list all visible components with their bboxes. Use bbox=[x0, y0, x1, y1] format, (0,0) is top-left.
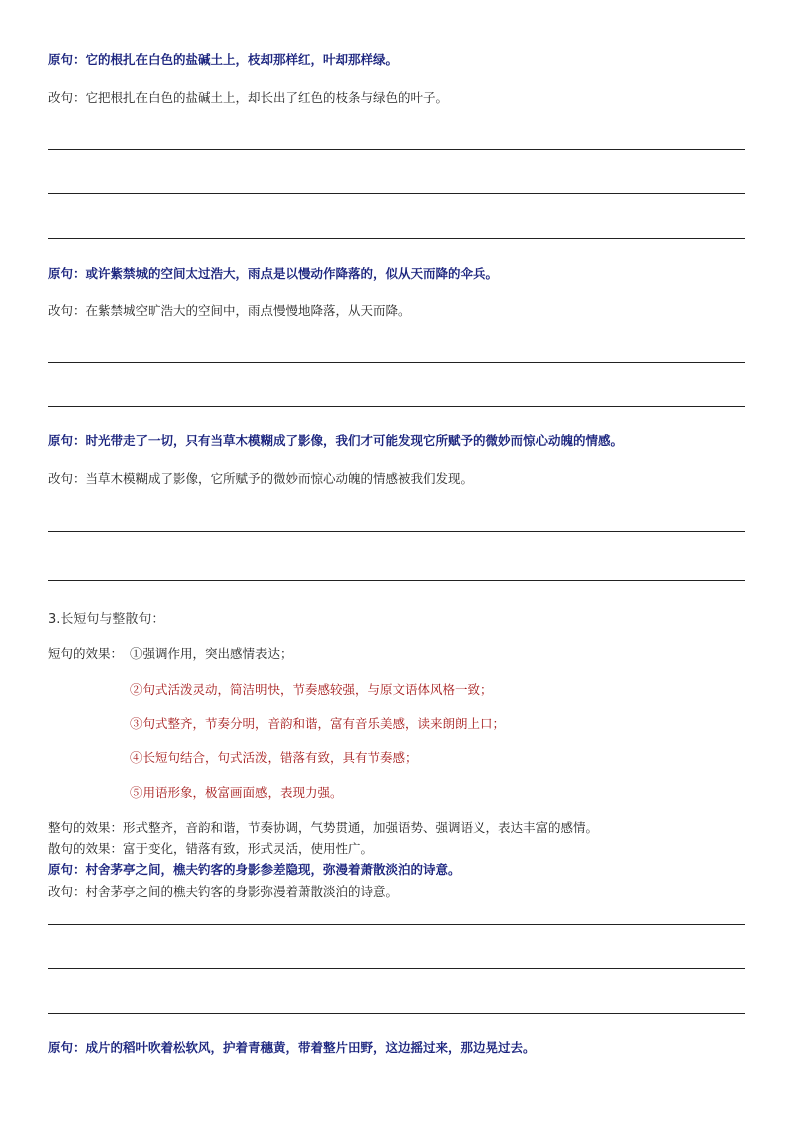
answer-line bbox=[48, 1013, 745, 1014]
short-sentence-label: 短句的效果： bbox=[48, 646, 124, 661]
section-3-heading: 3.长短句与整散句： bbox=[48, 612, 165, 627]
whole-sentence-effect: 整句的效果：形式整齐，音韵和谐，节奏协调，气势贯通，加强语势、强调语义，表达丰富的感情。 bbox=[48, 820, 599, 835]
answer-line bbox=[48, 580, 745, 581]
answer-line bbox=[48, 531, 745, 532]
effect-item-4: ④长短句结合，句式活泼，错落有致，具有节奏感； bbox=[130, 750, 418, 765]
answer-line bbox=[48, 968, 745, 969]
answer-line bbox=[48, 238, 745, 239]
answer-line bbox=[48, 406, 745, 407]
example-2-revised: 改句：在紫禁城空旷浩大的空间中，雨点慢慢地降落，从天而降。 bbox=[48, 303, 411, 318]
scattered-sentence-effect: 散句的效果：富于变化，错落有致，形式灵活，使用性广。 bbox=[48, 841, 374, 856]
effect-item-3: ③句式整齐，节奏分明，音韵和谐，富有音乐美感，读来朗朗上口； bbox=[130, 716, 506, 731]
example-4-original: 原句：村舍茅亭之间，樵夫钓客的身影参差隐现，弥漫着萧散淡泊的诗意。 bbox=[48, 862, 461, 877]
answer-line bbox=[48, 193, 745, 194]
answer-line bbox=[48, 924, 745, 925]
example-3-original: 原句：时光带走了一切，只有当草木模糊成了影像，我们才可能发现它所赋予的微妙而惊心动魄的情感。 bbox=[48, 433, 624, 448]
effect-item-1: ①强调作用，突出感情表达； bbox=[130, 646, 293, 661]
example-4-revised: 改句：村舍茅亭之间的樵夫钓客的身影弥漫着萧散淡泊的诗意。 bbox=[48, 884, 399, 899]
example-5-original: 原句：成片的稻叶吹着松软风，护着青穗黄，带着整片田野，这边摇过来，那边晃过去。 bbox=[48, 1040, 536, 1055]
effect-item-5: ⑤用语形象，极富画面感，表现力强。 bbox=[130, 785, 343, 800]
example-1-revised: 改句：它把根扎在白色的盐碱土上，却长出了红色的枝条与绿色的叶子。 bbox=[48, 90, 449, 105]
answer-line bbox=[48, 362, 745, 363]
example-2-original: 原句：或许紫禁城的空间太过浩大，雨点是以慢动作降落的，似从天而降的伞兵。 bbox=[48, 266, 499, 281]
effect-item-2: ②句式活泼灵动，简洁明快，节奏感较强，与原文语体风格一致； bbox=[130, 682, 493, 697]
answer-line bbox=[48, 149, 745, 150]
example-1-original: 原句：它的根扎在白色的盐碱土上，枝却那样红，叶却那样绿。 bbox=[48, 52, 399, 67]
example-3-revised: 改句：当草木模糊成了影像，它所赋予的微妙而惊心动魄的情感被我们发现。 bbox=[48, 471, 474, 486]
